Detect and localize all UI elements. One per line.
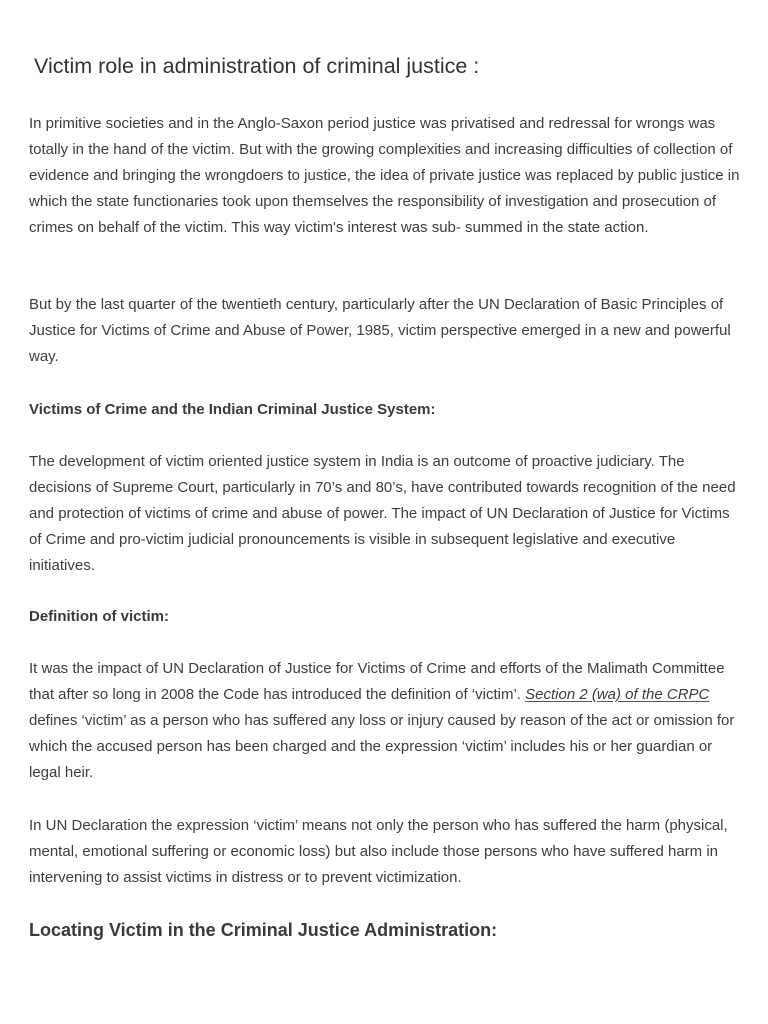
subheading-indian-criminal-justice: Victims of Crime and the Indian Criminal Justice System:: [29, 401, 436, 418]
paragraph-primitive-justice: In primitive societies and in the Anglo-Saxon period justice was privatised and redressal for wrongs was totally in the hand of the victim. But with the growing complexities and increasing difficulties of collection of evidence and bringing the wrongdoers to justice, the idea of private justice was replaced by public justice in which the state functionaries took upon themselves the responsibility of investigation and prosecution of crimes on behalf of the victim. This way victim's interest was sub- summed in the state action.: [29, 115, 740, 236]
paragraph-definition: [29, 656, 741, 786]
paragraph-un-declaration: But by the last quarter of the twentieth century, particularly after the UN Declaration of Basic Principles of Justice for Victims of Crime and Abuse of Power, 1985, victim perspective emerged in a new and powerful way.: [29, 296, 731, 365]
paragraph-victim-oriented-justice: The development of victim oriented justice system in India is an outcome of proactive judiciary. The decisions of Supreme Court, particularly in 70’s and 80’s, have contributed towards recognition of the need and protection of victims of crime and abuse of power. The impact of UN Declaration of Justice for Victims of Crime and pro-victim judicial pronouncements is visible in subsequent legislative and executive initiatives.: [29, 453, 736, 574]
definition-text-after: defines ‘victim’ as a person who has suffered any loss or injury caused by reason of the act or omission for which the accused person has been charged and the expression ‘victim’ includes his or her guardian or legal heir.: [29, 712, 735, 781]
definition-text-before: It was the impact of UN Declaration of Justice for Victims of Crime and efforts of the Malimath Committee that after so long in 2008 the Code has introduced the definition of ‘victim’.: [29, 660, 725, 703]
heading-locating-victim: Locating Victim in the Criminal Justice Administration:: [29, 920, 498, 940]
subheading-definition-of-victim: Definition of victim:: [29, 608, 169, 625]
section-2-crpc-link[interactable]: Section 2 (wa) of the CRPC: [525, 686, 710, 703]
article-title: Victim role in administration of criminal justice :: [34, 54, 480, 78]
paragraph-un-victim-meaning: In UN Declaration the expression ‘victim’ means not only the person who has suffered the harm (physical, mental, emotional suffering or economic loss) but also include those persons who have suffered harm in intervening to assist victims in distress or to prevent victimization.: [29, 817, 728, 886]
